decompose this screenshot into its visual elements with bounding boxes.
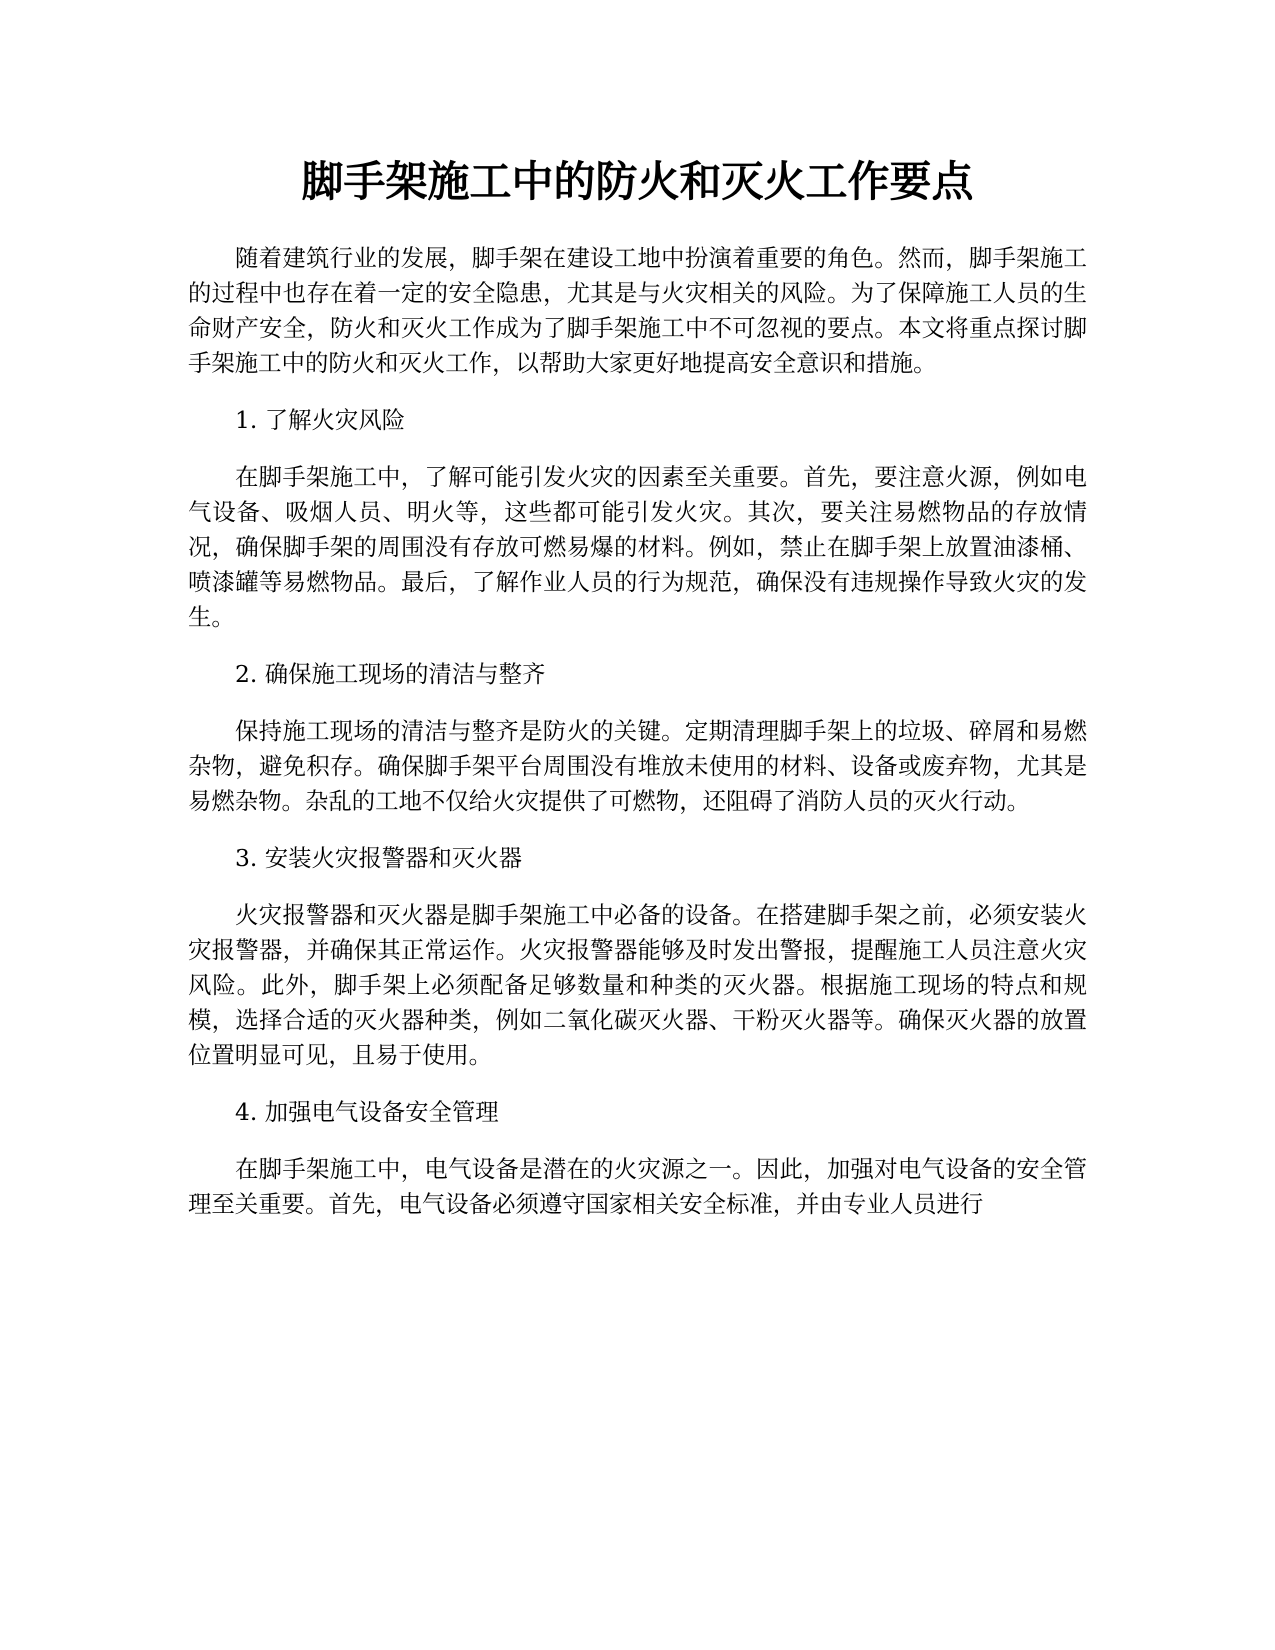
document-title: 脚手架施工中的防火和灭火工作要点 — [301, 157, 974, 206]
section-heading-1: 1. 了解火灾风险 — [235, 406, 406, 434]
section-body-2: 保持施工现场的清洁与整齐是防火的关键。定期清理脚手架上的垃圾、碎屑和易燃杂物，避免积存。确保脚手架平台周围没有堆放未使用的材料、设备或废弃物，尤其是易燃杂物。杂乱的工地不仅给火灾提供了可燃物，还阻碍了消防人员的灭火行动。 — [188, 717, 1087, 815]
document-body — [188, 241, 1087, 1244]
section-body-4: 在脚手架施工中，电气设备是潜在的火灾源之一。因此，加强对电气设备的安全管理至关重要。首先，电气设备必须遵守国家相关安全标准，并由专业人员进行 — [188, 1155, 1087, 1218]
section-heading-3: 3. 安装火灾报警器和灭火器 — [235, 844, 523, 872]
section-body-3: 火灾报警器和灭火器是脚手架施工中必备的设备。在搭建脚手架之前，必须安装火灾报警器，并确保其正常运作。火灾报警器能够及时发出警报，提醒施工人员注意火灾风险。此外，脚手架上必须配备足够数量和种类的灭火器。根据施工现场的特点和规模，选择合适的灭火器种类，例如二氧化碳灭火器、干粉灭火器等。确保灭火器的放置位置明显可见，且易于使用。 — [188, 901, 1087, 1069]
section-body-1: 在脚手架施工中，了解可能引发火灾的因素至关重要。首先，要注意火源，例如电气设备、吸烟人员、明火等，这些都可能引发火灾。其次，要关注易燃物品的存放情况，确保脚手架的周围没有存放可燃易爆的材料。例如，禁止在脚手架上放置油漆桶、喷漆罐等易燃物品。最后，了解作业人员的行为规范，确保没有违规操作导致火灾的发生。 — [188, 463, 1087, 631]
intro-paragraph: 随着建筑行业的发展，脚手架在建设工地中扮演着重要的角色。然而，脚手架施工的过程中也存在着一定的安全隐患，尤其是与火灾相关的风险。为了保障施工人员的生命财产安全，防火和灭火工作成为了脚手架施工中不可忽视的要点。本文将重点探讨脚手架施工中的防火和灭火工作，以帮助大家更好地提高安全意识和措施。 — [188, 244, 1087, 377]
section-heading-4: 4. 加强电气设备安全管理 — [235, 1098, 499, 1126]
section-heading-2: 2. 确保施工现场的清洁与整齐 — [235, 660, 546, 688]
